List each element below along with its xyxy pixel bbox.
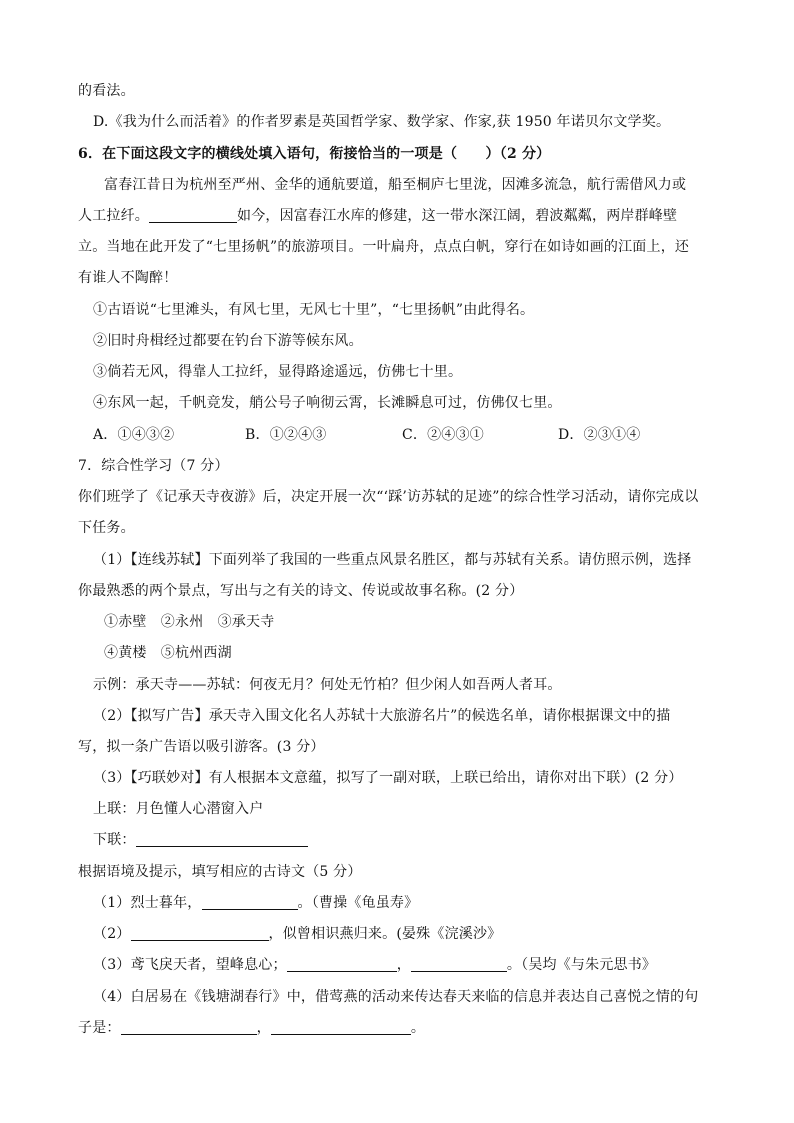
prompt-text: ，似曾相识燕归来。(晏殊《浣溪沙》 <box>268 926 502 942</box>
sentence-1: ①古语说“七里滩头，有风七里，无风七十里”，“七里扬帆”由此得名。 <box>93 302 535 318</box>
fill-blank[interactable] <box>131 926 269 941</box>
scenic-list: ④黄楼 ⑤杭州西湖 <box>104 645 232 661</box>
prompt-text: 。（曹操《龟虽寿》 <box>297 895 419 911</box>
question-7-intro: 你们班学了《记承天寺夜游》后，决定开展一次“‘踩’访苏轼的足迹”的综合性学习活动，请你完成以 <box>78 489 699 505</box>
text-line: 的看法。 <box>78 83 135 99</box>
upper-couplet: 上联：月色懂人心潜窗入户 <box>93 801 264 817</box>
passage-text: 如今，因富春江水库的修建，这一带水深江阔，碧波粼粼，两岸群峰壁 <box>237 208 678 224</box>
question-7-2: 写，拟一条广告语以吸引游客。(3 分） <box>78 739 325 755</box>
question-8-3 <box>93 956 656 974</box>
option-d[interactable]: D．②③①④ <box>558 427 641 443</box>
option-d-line: D.《我为什么而活着》的作者罗素是英国哲学家、数学家、作家,获 1950 年诺贝尔文学奖。 <box>93 114 671 130</box>
fill-blank[interactable] <box>121 1020 257 1035</box>
option-a[interactable]: A．①④③② <box>93 427 175 443</box>
question-8-4 <box>78 1019 425 1037</box>
prompt-text: ， <box>256 1020 271 1036</box>
fill-blank[interactable] <box>287 957 397 972</box>
fill-blank[interactable] <box>149 208 237 223</box>
question-7-3: （3）【巧联妙对】有人根据本文意蕴，拟写了一副对联，上联已给出，请你对出下联）(2 分） <box>93 770 683 786</box>
prompt-text: （1）烈士暮年， <box>93 895 202 911</box>
passage-line <box>78 207 677 225</box>
question-8-4: （4）白居易在《钱塘湖春行》中，借莺燕的活动来传达春天来临的信息并表达自己喜悦之情的句 <box>93 989 699 1005</box>
question-8-2 <box>93 925 501 943</box>
prompt-text: 。（吴均《与朱元思书》 <box>506 957 657 973</box>
prompt-text: 。 <box>410 1020 426 1036</box>
sentence-3: ③倘若无风，得靠人工拉纤，显得路途遥远，仿佛七十里。 <box>93 364 463 380</box>
question-7-2: （2）【拟写广告】承天寺入围文化名人苏轼十大旅游名片”的候选名单，请你根据课文中的描 <box>93 708 671 724</box>
fill-blank[interactable] <box>202 895 298 910</box>
question-8-title: 根据语境及提示，填写相应的古诗文（5 分） <box>78 864 362 880</box>
prompt-text: （3）鸢飞戾天者，望峰息心； <box>93 957 287 973</box>
lower-couplet-blank[interactable] <box>136 832 308 847</box>
option-c[interactable]: C．②④③① <box>402 427 484 443</box>
question-7-1: （1）【连线苏轼】下面列举了我国的一些重点风景名胜区，都与苏轼有关系。请仿照示例，选择 <box>93 552 692 568</box>
sentence-2: ②旧时舟楫经过都要在钓台下游等候东风。 <box>93 333 363 349</box>
example-line: 示例：承天寺——苏轼：何夜无月？何处无竹柏？但少闲人如吾两人者耳。 <box>93 677 562 693</box>
passage-text: 人工拉纤。 <box>78 208 149 224</box>
scenic-list: ①赤壁 ②永州 ③承天寺 <box>104 614 275 630</box>
option-b[interactable]: B．①②④③ <box>245 427 327 443</box>
question-8-1 <box>93 894 418 912</box>
question-7-title: 7．综合性学习（7 分） <box>78 458 229 474</box>
passage-line: 有谁人不陶醉！ <box>78 270 178 286</box>
fill-blank[interactable] <box>411 957 507 972</box>
sentence-4: ④东风一起，千帆竞发，艄公号子响彻云霄，长滩瞬息可过，仿佛仅七里。 <box>93 395 562 411</box>
question-7-intro: 下任务。 <box>78 520 135 536</box>
prompt-text: （2） <box>93 926 131 942</box>
passage-line: 富春江昔日为杭州至严州、金华的通航要道，船至桐庐七里泷，因滩多流急，航行需借风力或 <box>104 177 687 193</box>
question-6-title: 6．在下面这段文字的横线处填入语句，衔接恰当的一项是（ ）（2 分） <box>78 146 551 162</box>
question-7-1: 你最熟悉的两个景点，写出与之有关的诗文、传说或故事名称。(2 分） <box>78 583 524 599</box>
lower-couplet-label: 下联： <box>93 832 136 848</box>
fill-blank[interactable] <box>271 1020 411 1035</box>
prompt-text: 子是： <box>78 1020 121 1036</box>
lower-couplet <box>93 831 308 849</box>
prompt-text: ， <box>396 957 411 973</box>
passage-line: 立。当地在此开发了“七里扬帆”的旅游项目。一叶扁舟，点点白帆，穿行在如诗如画的江面上，还 <box>78 239 690 255</box>
